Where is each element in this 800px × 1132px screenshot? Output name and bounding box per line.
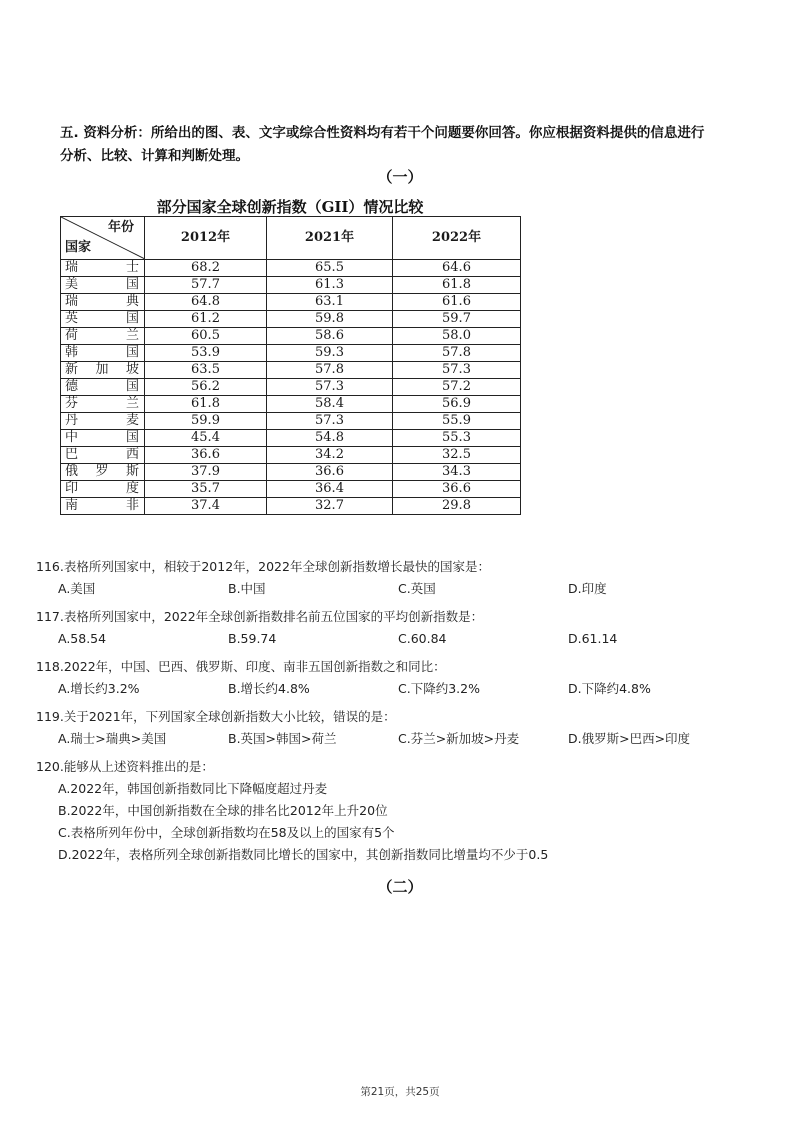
table-row [61, 362, 521, 379]
table-row [61, 430, 521, 447]
value-cell-2022: 58.0 [393, 328, 521, 345]
column-header-2012: 2012年 [145, 217, 267, 260]
gii-table-wrapper [60, 216, 520, 515]
country-name: 荷兰 [65, 328, 140, 343]
corner-header-cell [61, 217, 145, 260]
value-cell-2021: 58.6 [267, 328, 393, 345]
value-cell-2012: 63.5 [145, 362, 267, 379]
country-cell [61, 481, 145, 498]
table-row [61, 345, 521, 362]
value-cell-2012: 64.8 [145, 294, 267, 311]
value-cell-2012: 57.7 [145, 277, 267, 294]
column-header-2021: 2021年 [267, 217, 393, 260]
question-list [36, 556, 756, 872]
gii-table [60, 216, 521, 515]
country-name: 芬兰 [65, 396, 140, 411]
value-cell-2012: 59.9 [145, 413, 267, 430]
country-cell [61, 396, 145, 413]
value-cell-2022: 61.6 [393, 294, 521, 311]
option-list [36, 628, 756, 650]
table-row [61, 413, 521, 430]
value-cell-2012: 53.9 [145, 345, 267, 362]
answer-option[interactable]: D.下降约4.8% [568, 681, 651, 696]
answer-option[interactable]: C.芬兰>新加坡>丹麦 [398, 731, 520, 746]
table-row [61, 328, 521, 345]
table-row [61, 311, 521, 328]
question-stem: 118.2022年，中国、巴西、俄罗斯、印度、南非五国创新指数之和同比： [36, 659, 446, 674]
value-cell-2022: 34.3 [393, 464, 521, 481]
answer-option[interactable]: B.英国>韩国>荷兰 [228, 731, 337, 746]
country-cell [61, 379, 145, 396]
option-list [36, 728, 756, 750]
value-cell-2022: 57.2 [393, 379, 521, 396]
table-header-row [61, 217, 521, 260]
value-cell-2012: 35.7 [145, 481, 267, 498]
country-cell [61, 430, 145, 447]
value-cell-2022: 55.9 [393, 413, 521, 430]
value-cell-2022: 57.3 [393, 362, 521, 379]
value-cell-2012: 60.5 [145, 328, 267, 345]
value-cell-2022: 29.8 [393, 498, 521, 515]
value-cell-2012: 68.2 [145, 260, 267, 277]
question-stem: 119.关于2021年，下列国家全球创新指数大小比较，错误的是： [36, 709, 396, 724]
question-stem: 120.能够从上述资料推出的是： [36, 759, 214, 774]
option-list [36, 678, 756, 700]
question-block [36, 706, 756, 750]
value-cell-2022: 55.3 [393, 430, 521, 447]
value-cell-2021: 57.3 [267, 379, 393, 396]
value-cell-2021: 36.4 [267, 481, 393, 498]
country-cell [61, 260, 145, 277]
value-cell-2022: 32.5 [393, 447, 521, 464]
question-stem: 117.表格所列国家中，2022年全球创新指数排名前五位国家的平均创新指数是： [36, 609, 484, 624]
table-row [61, 396, 521, 413]
country-name: 瑞士 [65, 260, 140, 275]
value-cell-2022: 36.6 [393, 481, 521, 498]
table-row [61, 464, 521, 481]
answer-option[interactable]: A.美国 [58, 581, 96, 596]
country-cell [61, 328, 145, 345]
country-cell [61, 464, 145, 481]
value-cell-2022: 56.9 [393, 396, 521, 413]
value-cell-2022: 64.6 [393, 260, 521, 277]
page-footer: 第21页，共25页 [360, 1086, 440, 1098]
answer-option[interactable]: B.中国 [228, 581, 266, 596]
country-name: 丹麦 [65, 413, 140, 428]
answer-option[interactable]: C.表格所列年份中，全球创新指数均在58及以上的国家有5个 [58, 825, 395, 840]
value-cell-2021: 58.4 [267, 396, 393, 413]
table-body [61, 260, 521, 515]
table-title: 部分国家全球创新指数（GII）情况比较 [156, 198, 424, 216]
table-row [61, 379, 521, 396]
table-row [61, 481, 521, 498]
value-cell-2021: 65.5 [267, 260, 393, 277]
question-block [36, 556, 756, 600]
country-cell [61, 277, 145, 294]
country-name: 瑞典 [65, 294, 140, 309]
corner-label-country: 国家 [65, 240, 92, 255]
value-cell-2012: 61.2 [145, 311, 267, 328]
country-cell [61, 311, 145, 328]
answer-option[interactable]: D.印度 [568, 581, 607, 596]
table-row [61, 498, 521, 515]
value-cell-2021: 54.8 [267, 430, 393, 447]
value-cell-2012: 61.8 [145, 396, 267, 413]
value-cell-2012: 37.9 [145, 464, 267, 481]
section-heading [60, 122, 750, 168]
value-cell-2012: 37.4 [145, 498, 267, 515]
column-header-2022: 2022年 [393, 217, 521, 260]
value-cell-2021: 57.8 [267, 362, 393, 379]
table-row [61, 294, 521, 311]
answer-option[interactable]: A.58.54 [58, 631, 107, 646]
country-name: 新加坡 [65, 362, 140, 377]
answer-option[interactable]: C.下降约3.2% [398, 681, 480, 696]
value-cell-2021: 61.3 [267, 277, 393, 294]
country-name: 俄罗斯 [65, 464, 140, 479]
option-list [36, 778, 756, 866]
answer-option[interactable]: D.2022年，表格所列全球创新指数同比增长的国家中，其创新指数同比增量均不少于0.5 [58, 847, 549, 862]
answer-option[interactable]: C.英国 [398, 581, 436, 596]
question-block [36, 606, 756, 650]
value-cell-2012: 36.6 [145, 447, 267, 464]
answer-option[interactable]: C.60.84 [398, 631, 447, 646]
country-name: 英国 [65, 311, 140, 326]
country-name: 德国 [65, 379, 140, 394]
country-name: 巴西 [65, 447, 140, 462]
value-cell-2021: 63.1 [267, 294, 393, 311]
answer-option[interactable]: B.增长约4.8% [228, 681, 310, 696]
country-cell [61, 362, 145, 379]
answer-option[interactable]: D.61.14 [568, 631, 618, 646]
answer-option[interactable]: D.俄罗斯>巴西>印度 [568, 731, 691, 746]
corner-label-year: 年份 [107, 220, 134, 235]
country-cell [61, 413, 145, 430]
part-marker-two: （二） [377, 878, 423, 896]
country-name: 南非 [65, 498, 140, 513]
value-cell-2022: 59.7 [393, 311, 521, 328]
table-row [61, 277, 521, 294]
answer-option[interactable]: A.瑞士>瑞典>美国 [58, 731, 167, 746]
answer-option[interactable]: A.2022年，韩国创新指数同比下降幅度超过丹麦 [58, 781, 328, 796]
part-marker-one: （一） [377, 168, 423, 186]
country-cell [61, 345, 145, 362]
value-cell-2021: 59.3 [267, 345, 393, 362]
answer-option[interactable]: B.2022年，中国创新指数在全球的排名比2012年上升20位 [58, 803, 388, 818]
value-cell-2021: 36.6 [267, 464, 393, 481]
question-stem: 116.表格所列国家中，相较于2012年，2022年全球创新指数增长最快的国家是： [36, 559, 490, 574]
value-cell-2012: 45.4 [145, 430, 267, 447]
answer-option[interactable]: B.59.74 [228, 631, 277, 646]
value-cell-2021: 57.3 [267, 413, 393, 430]
value-cell-2021: 34.2 [267, 447, 393, 464]
section-heading-line-1: 五. 资料分析：所给出的图、表、文字或综合性资料均有若干个问题要你回答。你应根据资料提供的信息进行 [60, 125, 705, 141]
section-heading-line-2: 分析、比较、计算和判断处理。 [60, 148, 249, 164]
table-row [61, 260, 521, 277]
country-cell [61, 294, 145, 311]
value-cell-2021: 59.8 [267, 311, 393, 328]
country-cell [61, 447, 145, 464]
country-name: 美国 [65, 277, 140, 292]
question-block [36, 756, 756, 866]
value-cell-2012: 56.2 [145, 379, 267, 396]
country-name: 韩国 [65, 345, 140, 360]
option-list [36, 578, 756, 600]
value-cell-2022: 57.8 [393, 345, 521, 362]
country-name: 中国 [65, 430, 140, 445]
answer-option[interactable]: A.增长约3.2% [58, 681, 140, 696]
question-block [36, 656, 756, 700]
country-name: 印度 [65, 481, 140, 496]
country-cell [61, 498, 145, 515]
table-row [61, 447, 521, 464]
value-cell-2021: 32.7 [267, 498, 393, 515]
value-cell-2022: 61.8 [393, 277, 521, 294]
